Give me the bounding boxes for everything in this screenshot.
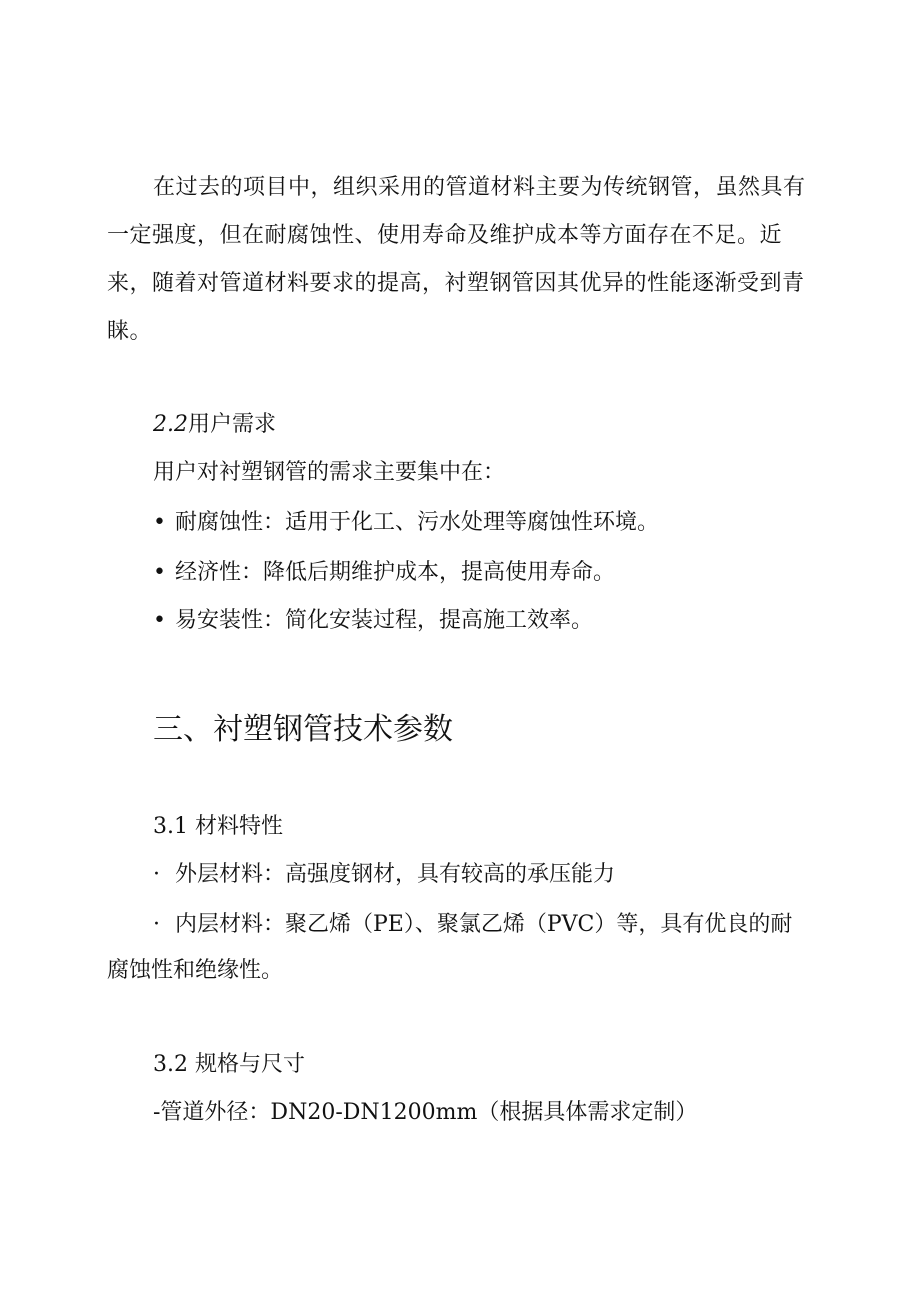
list-item (153, 606, 593, 636)
list-item-text: 内层材料：聚乙烯（PE）、聚氯乙烯（PVC）等，具有优良的耐腐蚀性和绝缘性。 (107, 912, 793, 983)
list-item-text: 易安装性：简化安装过程，提高施工效率。 (175, 608, 594, 633)
section-2-2-lead: 用户对衬塑钢管的需求主要集中在： (153, 460, 506, 485)
section-3-1-heading: 3.1 材料特性 (153, 814, 283, 839)
list-item-text: 经济性：降低后期维护成本，提高使用寿命。 (175, 560, 616, 585)
bullet-dot-icon: • (153, 608, 166, 633)
list-item: -管道外径：DN20-DN1200mm（根据具体需求定制） (153, 1100, 698, 1125)
section-2-2-number: 2.2 (153, 412, 188, 437)
intro-paragraph: 在过去的项目中，组织采用的管道材料主要为传统钢管，虽然具有一定强度，但在耐腐蚀性、使用寿命及维护成本等方面存在不足。近来，随着对管道材料要求的提高，衬塑钢管因其优异的性能逐渐受到青睐。 (107, 175, 806, 344)
list-item-text: 外层材料：高强度钢材，具有较高的承压能力 (175, 862, 616, 887)
list-item (153, 860, 615, 890)
bullet-dot-icon: · (153, 912, 160, 937)
bullet-dot-icon: • (153, 510, 166, 535)
section-2-2-heading (153, 410, 276, 440)
list-item (153, 508, 659, 538)
section-3-title: 三、衬塑钢管技术参数 (153, 712, 453, 747)
section-2-2-title: 用户需求 (188, 412, 277, 437)
bullet-dot-icon: · (153, 862, 160, 887)
bullet-dot-icon: • (153, 560, 166, 585)
list-item (153, 558, 615, 588)
section-3-2-heading: 3.2 规格与尺寸 (153, 1052, 305, 1077)
list-item-text: 耐腐蚀性：适用于化工、污水处理等腐蚀性环境。 (175, 510, 660, 535)
list-item (107, 902, 812, 994)
